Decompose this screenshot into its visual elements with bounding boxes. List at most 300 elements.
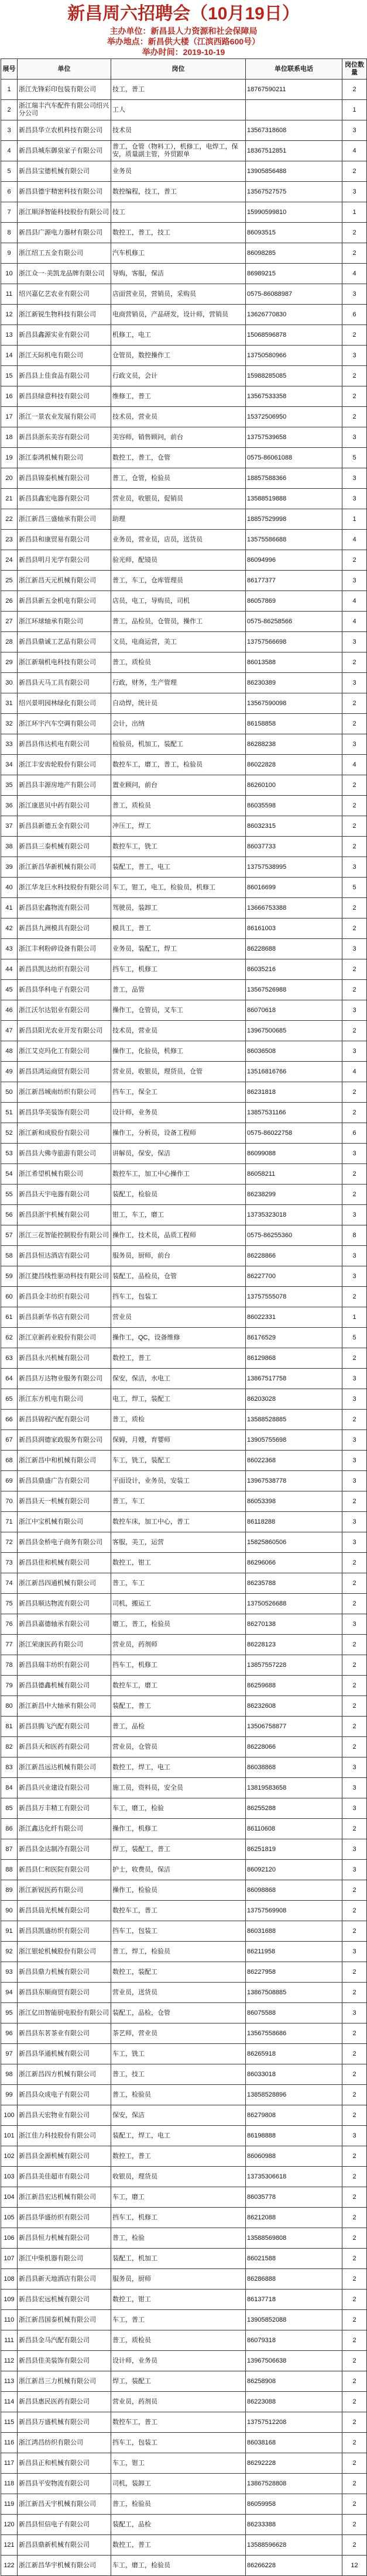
- table-row: [1, 509, 367, 530]
- company-cell: 新昌县德鑫机械有限公司: [18, 1676, 111, 1696]
- count-cell: 3: [342, 468, 367, 489]
- row-number: 26: [1, 591, 18, 612]
- company-cell: 新昌县正和机械有限公司: [18, 2453, 111, 2474]
- phone-cell: 13626770830: [246, 305, 342, 325]
- position-cell: 普工，技工: [111, 2064, 246, 2085]
- company-cell: 浙江泰鸿机械有限公司: [18, 448, 111, 468]
- phone-cell: 86231818: [246, 1082, 342, 1103]
- phone-cell: 86255288: [246, 1798, 342, 1819]
- phone-cell: 13858528896: [246, 2085, 342, 2105]
- company-cell: 新昌县恒力机械有限公司: [18, 2228, 111, 2249]
- count-cell: 2: [342, 1635, 367, 1655]
- position-cell: 数控工，钳工: [111, 2290, 246, 2310]
- table-row: [1, 141, 367, 161]
- row-number: 37: [1, 816, 18, 837]
- company-cell: 浙江绍工五金有限公司: [18, 243, 111, 264]
- row-number: 27: [1, 612, 18, 632]
- company-cell: 新昌县东顺商贸有限公司: [18, 1983, 111, 2003]
- company-cell: 新昌县鼎盛广告有限公司: [18, 1471, 111, 1491]
- phone-cell: 86177377: [246, 571, 342, 591]
- table-row: [1, 346, 367, 366]
- table-row: [1, 120, 367, 141]
- row-number: 90: [1, 1901, 18, 1921]
- position-cell: 数控工，焊工，电工: [111, 1757, 246, 1778]
- count-cell: 5: [342, 448, 367, 468]
- position-cell: 普工，质检员: [111, 2330, 246, 2351]
- row-number: 10: [1, 264, 18, 284]
- count-cell: 2: [342, 1103, 367, 1123]
- table-row: [1, 612, 367, 632]
- phone-cell: 86228066: [246, 1737, 342, 1757]
- position-cell: 文员，电商运营，美工: [111, 632, 246, 652]
- position-cell: 钳工，车工，磨工: [111, 1205, 246, 1225]
- count-cell: 2: [342, 325, 367, 346]
- table-row: [1, 1185, 367, 1205]
- count-cell: 2: [342, 2044, 367, 2064]
- company-cell: 浙江亿田智能厨电股份有限公司: [18, 2003, 111, 2023]
- table-row: [1, 1635, 367, 1655]
- company-cell: 浙江新昌天宇机械有限公司: [18, 2494, 111, 2515]
- company-cell: 新昌县鑫宏电器有限公司: [18, 489, 111, 509]
- count-cell: 3: [342, 1430, 367, 1451]
- position-cell: 数控车工，磨工，普工，检验员: [111, 755, 246, 775]
- phone-cell: 15988285085: [246, 366, 342, 386]
- position-cell: 普工，品检: [111, 1717, 246, 1737]
- phone-cell: 86227958: [246, 1962, 342, 1983]
- phone-cell: 15825860506: [246, 1532, 342, 1553]
- table-row: [1, 1369, 367, 1389]
- row-number: 118: [1, 2474, 18, 2494]
- company-cell: 新昌县美佳超市有限公司: [18, 2167, 111, 2187]
- row-number: 23: [1, 530, 18, 550]
- company-cell: 浙江三花智能控制股份有限公司: [18, 1225, 111, 1246]
- row-number: 14: [1, 346, 18, 366]
- table-row: [1, 2290, 367, 2310]
- phone-cell: 86099088: [246, 1144, 342, 1164]
- table-row: [1, 1696, 367, 1717]
- row-number: 2: [1, 100, 18, 120]
- position-cell: 服务员，厨师: [111, 2269, 246, 2290]
- company-cell: 浙江新昌城南纺织有限公司: [18, 1082, 111, 1103]
- count-cell: 2: [342, 1410, 367, 1430]
- table-row: [1, 2453, 367, 2474]
- row-number: 61: [1, 1307, 18, 1328]
- company-cell: 浙江新和成股份有限公司: [18, 1123, 111, 1144]
- row-number: 52: [1, 1123, 18, 1144]
- phone-cell: 86118288: [246, 1512, 342, 1532]
- phone-cell: 86989215: [246, 264, 342, 284]
- table-row: [1, 632, 367, 652]
- table-row: [1, 2126, 367, 2146]
- position-cell: 挡车工，包装工: [111, 1921, 246, 1942]
- table-row: [1, 1512, 367, 1532]
- company-cell: 浙江希望机械有限公司: [18, 1164, 111, 1185]
- table-row: [1, 2085, 367, 2105]
- company-cell: 浙江鑫达化纤有限公司: [18, 1819, 111, 1839]
- company-cell: 新昌县锦泰机械有限公司: [18, 468, 111, 489]
- company-cell: 浙江新昌宏达机械有限公司: [18, 2187, 111, 2208]
- count-cell: 6: [342, 1123, 367, 1144]
- phone-cell: 86057869: [246, 591, 342, 612]
- phone-cell: 86038868: [246, 1757, 342, 1778]
- phone-cell: 15990599810: [246, 202, 342, 223]
- row-number: 58: [1, 1246, 18, 1266]
- count-cell: 2: [342, 2064, 367, 2085]
- table-row: [1, 1348, 367, 1369]
- row-number: 31: [1, 693, 18, 714]
- company-cell: 绍兴景明园林绿化有限公司: [18, 693, 111, 714]
- phone-cell: 86036508: [246, 1041, 342, 1062]
- phone-cell: 86033018: [246, 2064, 342, 2085]
- table-row: [1, 1000, 367, 1021]
- position-cell: 挡车工，包装工: [111, 2433, 246, 2453]
- count-cell: 2: [342, 816, 367, 837]
- row-number: 46: [1, 1000, 18, 1021]
- count-cell: 2: [342, 2453, 367, 2474]
- row-number: 54: [1, 1164, 18, 1185]
- position-cell: 车工，磨工: [111, 2187, 246, 2208]
- table-row: [1, 2433, 367, 2453]
- row-number: 70: [1, 1491, 18, 1512]
- phone-cell: 13666753388: [246, 898, 342, 918]
- company-cell: 新昌县伟达机电有限公司: [18, 734, 111, 755]
- count-cell: 3: [342, 1205, 367, 1225]
- count-cell: 2: [342, 2351, 367, 2371]
- phone-cell: 86223088: [246, 2392, 342, 2412]
- count-cell: 2: [342, 1594, 367, 1614]
- count-cell: 2: [342, 1287, 367, 1307]
- company-cell: 新昌县宝德机械有限公司: [18, 161, 111, 182]
- phone-cell: 86032315: [246, 816, 342, 837]
- phone-cell: 13967506638: [246, 2351, 342, 2371]
- phone-cell: 13516816766: [246, 1062, 342, 1082]
- count-cell: 2: [342, 1983, 367, 2003]
- row-number: 74: [1, 1573, 18, 1594]
- position-cell: 车工，普工: [111, 2310, 246, 2330]
- phone-cell: 13588569808: [246, 2228, 342, 2249]
- row-number: 55: [1, 1185, 18, 1205]
- count-cell: 2: [342, 2535, 367, 2556]
- company-cell: 浙江艾克玛化工有限公司: [18, 1041, 111, 1062]
- table-row: [1, 427, 367, 448]
- position-cell: 数控工，普工: [111, 2535, 246, 2556]
- table-row: [1, 1798, 367, 1819]
- table-body: [1, 80, 367, 2576]
- company-cell: 浙江新昌三力机械有限公司: [18, 2371, 111, 2392]
- company-cell: 新昌县嘉德轴承有限公司: [18, 1614, 111, 1635]
- position-cell: 数控工，普工: [111, 2146, 246, 2167]
- table-row: [1, 325, 367, 346]
- phone-cell: 0575-86255360: [246, 1225, 342, 1246]
- col-header-position: 岗位: [111, 59, 246, 80]
- count-cell: 3: [342, 1532, 367, 1553]
- row-number: 76: [1, 1614, 18, 1635]
- row-number: 16: [1, 386, 18, 407]
- company-cell: 浙江新昌中和机械有限公司: [18, 1451, 111, 1471]
- count-cell: 3: [342, 1144, 367, 1164]
- company-cell: 新昌县金丰纺织有限公司: [18, 1287, 111, 1307]
- row-number: 3: [1, 120, 18, 141]
- row-number: 25: [1, 571, 18, 591]
- row-number: 68: [1, 1451, 18, 1471]
- phone-cell: 86212088: [246, 2208, 342, 2228]
- position-cell: 挡车工，机修工: [111, 1655, 246, 1676]
- count-cell: 3: [342, 284, 367, 305]
- row-number: 1: [1, 80, 18, 100]
- position-cell: 营业员，送货员: [111, 1983, 246, 2003]
- table-row: [1, 182, 367, 202]
- count-cell: 2: [342, 2371, 367, 2392]
- count-cell: 2: [342, 1880, 367, 1901]
- phone-cell: 86286888: [246, 2269, 342, 2290]
- company-cell: 浙江环宇汽车空调有限公司: [18, 714, 111, 734]
- phone-cell: 86035598: [246, 796, 342, 816]
- count-cell: 3: [342, 2003, 367, 2023]
- table-row: [1, 2515, 367, 2535]
- count-cell: 2: [342, 1962, 367, 1983]
- position-cell: 保姆，月嫂，育婴师: [111, 1430, 246, 1451]
- company-cell: 浙江顺泽智能科技股份有限公司: [18, 202, 111, 223]
- row-number: 47: [1, 1021, 18, 1041]
- count-cell: 2: [342, 1676, 367, 1696]
- row-number: 53: [1, 1144, 18, 1164]
- company-cell: 浙江捷昌线性驱动科技有限公司: [18, 1266, 111, 1287]
- company-cell: 新昌县三泰机械有限公司: [18, 837, 111, 857]
- table-row: [1, 1983, 367, 2003]
- phone-cell: 86098285: [246, 243, 342, 264]
- count-cell: 3: [342, 1839, 367, 1860]
- count-cell: 2: [342, 1573, 367, 1594]
- phone-cell: 0575-86061088: [246, 448, 342, 468]
- row-number: 65: [1, 1389, 18, 1410]
- table-row: [1, 1225, 367, 1246]
- count-cell: 2: [342, 796, 367, 816]
- row-number: 96: [1, 2023, 18, 2044]
- position-cell: 焊工，装配工: [111, 2371, 246, 2392]
- position-cell: 普工，质检: [111, 1410, 246, 1430]
- phone-cell: 86079318: [246, 2330, 342, 2351]
- phone-cell: 86035216: [246, 959, 342, 980]
- phone-cell: 86158858: [246, 714, 342, 734]
- row-number: 84: [1, 1778, 18, 1798]
- count-cell: 2: [342, 1696, 367, 1717]
- table-row: [1, 2351, 367, 2371]
- position-cell: 数控工，普工: [111, 1348, 246, 1369]
- table-row: [1, 489, 367, 509]
- count-cell: 1: [342, 202, 367, 223]
- phone-cell: 86059958: [246, 2494, 342, 2515]
- count-cell: 3: [342, 1451, 367, 1471]
- company-cell: 新昌县平安物流有限公司: [18, 2474, 111, 2494]
- position-cell: 自动焊，统计员: [111, 693, 246, 714]
- row-number: 94: [1, 1983, 18, 2003]
- count-cell: 4: [342, 1062, 367, 1082]
- count-cell: 4: [342, 755, 367, 775]
- company-cell: 新昌县鸿运商贸有限公司: [18, 1062, 111, 1082]
- position-cell: 车工，钳工: [111, 2453, 246, 2474]
- phone-cell: 13588519888: [246, 489, 342, 509]
- venue-line: 举办地点：新昌供大楼（江滨西路600号）: [107, 37, 260, 46]
- company-cell: 新昌县瑞丰纺织有限公司: [18, 1655, 111, 1676]
- company-cell: 新昌县宏远机械有限公司: [18, 2290, 111, 2310]
- table-row: [1, 1430, 367, 1451]
- position-cell: 业务员，装配工，焊工: [111, 939, 246, 959]
- table-row: [1, 1614, 367, 1635]
- page-title: 新昌周六招聘会（10月19日）: [67, 4, 300, 23]
- phone-cell: 86137718: [246, 2290, 342, 2310]
- company-cell: 新昌县华盛纺织有限公司: [18, 2208, 111, 2228]
- count-cell: 2: [342, 80, 367, 100]
- company-cell: 新昌县上佳食品有限公司: [18, 366, 111, 386]
- col-header-no: 展号: [1, 59, 18, 80]
- count-cell: 2: [342, 2433, 367, 2453]
- position-cell: 模具工，普工: [111, 918, 246, 939]
- table-row: [1, 1676, 367, 1696]
- row-number: 100: [1, 2105, 18, 2126]
- position-cell: 技术员，营业员: [111, 1021, 246, 1041]
- count-cell: 5: [342, 878, 367, 898]
- position-cell: 检验员，机加工，装配工: [111, 734, 246, 755]
- count-cell: 2: [342, 2392, 367, 2412]
- count-cell: 8: [342, 1225, 367, 1246]
- table-row: [1, 775, 367, 796]
- phone-cell: 15068596878: [246, 325, 342, 346]
- phone-cell: 86228123: [246, 1635, 342, 1655]
- company-cell: 浙江华龙巨水科技股份有限公司: [18, 878, 111, 898]
- position-cell: 装配工，检验员: [111, 1185, 246, 1205]
- company-cell: 新昌县万盛机械有限公司: [18, 2412, 111, 2433]
- phone-cell: 13567526988: [246, 980, 342, 1000]
- phone-cell: 86129868: [246, 1348, 342, 1369]
- phone-cell: 86228866: [246, 1246, 342, 1266]
- phone-cell: 13567558686: [246, 2023, 342, 2044]
- count-cell: 2: [342, 243, 367, 264]
- count-cell: 3: [342, 1246, 367, 1266]
- table-row: [1, 2474, 367, 2494]
- phone-cell: 13567533358: [246, 386, 342, 407]
- row-number: 81: [1, 1717, 18, 1737]
- phone-cell: 86288238: [246, 734, 342, 755]
- table-row: [1, 1757, 367, 1778]
- count-cell: 2: [342, 1021, 367, 1041]
- table-row: [1, 1737, 367, 1757]
- company-cell: 浙江佳力科技股份有限公司: [18, 2126, 111, 2146]
- count-cell: 2: [342, 652, 367, 673]
- company-cell: 新昌县鼎新机械有限公司: [18, 2535, 111, 2556]
- row-number: 117: [1, 2453, 18, 2474]
- position-cell: 操作工，机修工: [111, 1819, 246, 1839]
- table-row: [1, 1328, 367, 1348]
- table-row: [1, 755, 367, 775]
- position-cell: 导购，客服，保洁: [111, 264, 246, 284]
- position-cell: 工人: [111, 100, 246, 120]
- table-row: [1, 284, 367, 305]
- table-row: [1, 1266, 367, 1287]
- table-row: [1, 2044, 367, 2064]
- phone-cell: 13757539658: [246, 427, 342, 448]
- company-cell: 新昌县万丰精工有限公司: [18, 1798, 111, 1819]
- table-row: [1, 1205, 367, 1225]
- phone-cell: 86053398: [246, 1491, 342, 1512]
- phone-cell: 13735306618: [246, 2167, 342, 2187]
- position-cell: 客服，美工，运营: [111, 1532, 246, 1553]
- position-cell: 普工，品管: [111, 980, 246, 1000]
- row-number: 97: [1, 2044, 18, 2064]
- position-cell: 挡车工，包装工: [111, 1287, 246, 1307]
- position-cell: 行政，财务，生产管理: [111, 673, 246, 693]
- count-cell: 2: [342, 2023, 367, 2044]
- position-cell: 装配工，焊工，电工: [111, 2126, 246, 2146]
- phone-cell: 86228688: [246, 939, 342, 959]
- position-cell: 普工，质检员: [111, 652, 246, 673]
- position-cell: 营业员，收银员，促销员: [111, 489, 246, 509]
- count-cell: 2: [342, 407, 367, 427]
- phone-cell: 86016699: [246, 878, 342, 898]
- table-row: [1, 2228, 367, 2249]
- table-row: [1, 305, 367, 325]
- count-cell: 2: [342, 2290, 367, 2310]
- count-cell: 2: [342, 2085, 367, 2105]
- count-cell: 1: [342, 509, 367, 530]
- phone-cell: 86022368: [246, 1451, 342, 1471]
- phone-cell: 13750580966: [246, 346, 342, 366]
- count-cell: 3: [342, 1041, 367, 1062]
- company-cell: 浙江新锐医药有限公司: [18, 1880, 111, 1901]
- phone-cell: 86021588: [246, 2249, 342, 2269]
- row-number: 39: [1, 857, 18, 878]
- row-number: 24: [1, 550, 18, 571]
- table-row: [1, 898, 367, 918]
- phone-cell: 13905856488: [246, 161, 342, 182]
- phone-cell: 86211958: [246, 1942, 342, 1962]
- position-cell: 普工，仓管（物料工），机修工，电焊工，保安，质量副主管，外贸跟单: [111, 141, 246, 161]
- position-cell: 装配工，品检，仓管: [111, 2003, 246, 2023]
- col-header-count: 岗位数量: [342, 59, 367, 80]
- position-cell: 施工员，资料员，安全员: [111, 1778, 246, 1798]
- row-number: 28: [1, 632, 18, 652]
- row-number: 105: [1, 2208, 18, 2228]
- count-cell: 2: [342, 2310, 367, 2330]
- position-cell: 营业员，收银员，理货员，仓管: [111, 1062, 246, 1082]
- count-cell: 2: [342, 898, 367, 918]
- table-row: [1, 1123, 367, 1144]
- table-row: [1, 100, 367, 120]
- company-cell: 浙江丰安齿轮股份有限公司: [18, 755, 111, 775]
- count-cell: 3: [342, 673, 367, 693]
- row-number: 89: [1, 1880, 18, 1901]
- table-row: [1, 2208, 367, 2228]
- table-row: [1, 243, 367, 264]
- row-number: 22: [1, 509, 18, 530]
- table-row: [1, 1164, 367, 1185]
- company-cell: 新昌县大佛寺旅游有限公司: [18, 1144, 111, 1164]
- phone-cell: 86092120: [246, 1860, 342, 1880]
- row-number: 83: [1, 1757, 18, 1778]
- row-number: 121: [1, 2535, 18, 2556]
- phone-cell: 86266228: [246, 2556, 342, 2576]
- count-cell: 6: [342, 305, 367, 325]
- table-row: [1, 591, 367, 612]
- position-cell: 操作工，分析员，设备工程师: [111, 1123, 246, 1144]
- phone-cell: 13905852088: [246, 2310, 342, 2330]
- phone-cell: 86198888: [246, 2126, 342, 2146]
- table-row: [1, 1410, 367, 1430]
- position-cell: 操作工，技术员，品质工程师: [111, 1225, 246, 1246]
- count-cell: 2: [342, 2105, 367, 2126]
- company-cell: 浙江新昌国泰机械有限公司: [18, 2310, 111, 2330]
- row-number: 20: [1, 468, 18, 489]
- table-row: [1, 448, 367, 468]
